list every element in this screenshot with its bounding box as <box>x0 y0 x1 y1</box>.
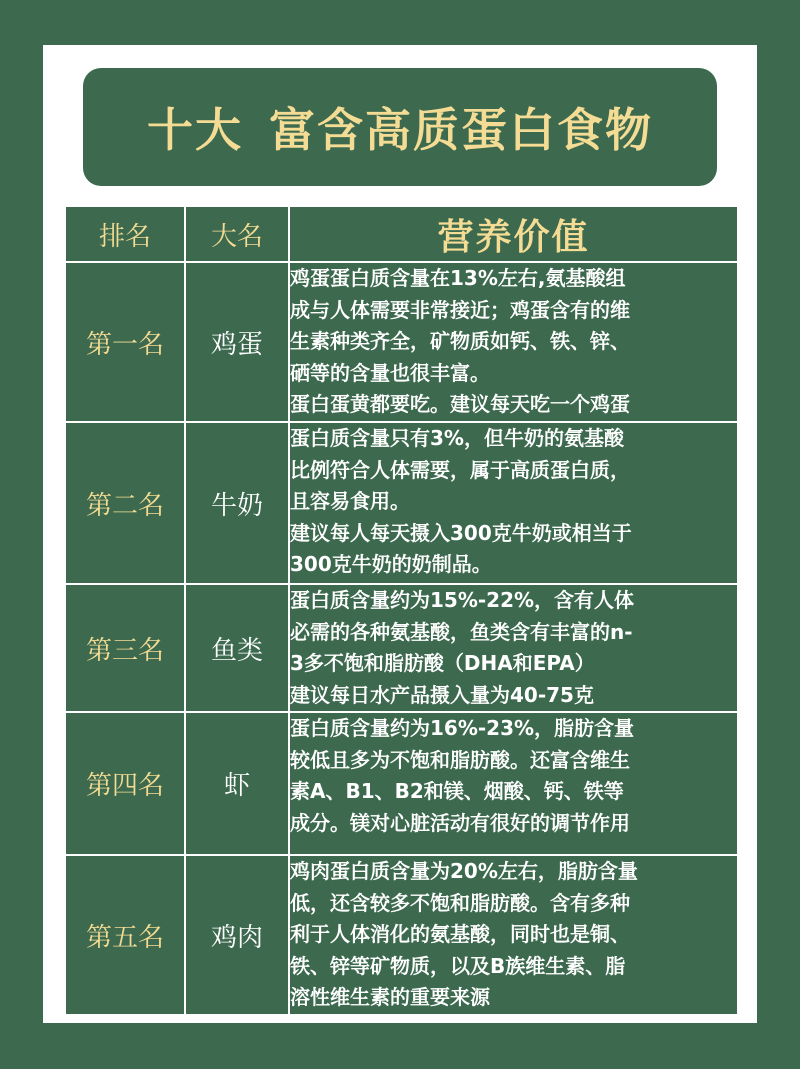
food-cell: 鸡蛋 <box>185 262 289 422</box>
table-row <box>65 855 738 1015</box>
header-value: 营养价值 <box>289 206 738 262</box>
description-line: 较低且多为不饱和脂肪酸。还富含维生 <box>290 747 630 772</box>
nutrition-table <box>64 205 739 1016</box>
table-row <box>65 584 738 712</box>
description-line: 蛋白质含量约为15%-22%，含有人体 <box>290 588 635 612</box>
description-line: 素A、B1、B2和镁、烟酸、钙、铁等 <box>290 779 624 803</box>
description-line: 低，还含较多不饱和脂肪酸。含有多种 <box>290 890 630 915</box>
header-name: 大名 <box>185 206 289 262</box>
poster-card <box>43 45 757 1023</box>
food-cell: 虾 <box>185 712 289 855</box>
table-row <box>65 422 738 584</box>
table-row <box>65 262 738 422</box>
description-line: 蛋白质含量约为16%-23%，脂肪含量 <box>290 716 635 740</box>
rank-cell: 第三名 <box>65 584 185 712</box>
table-header-row <box>65 206 738 262</box>
rank-cell: 第一名 <box>65 262 185 422</box>
food-cell: 鸡肉 <box>185 855 289 1015</box>
description-line: 蛋白质含量只有3%，但牛奶的氨基酸 <box>290 426 624 450</box>
page-title <box>147 94 653 160</box>
description-line: 蛋白蛋黄都要吃。建议每天吃一个鸡蛋 <box>290 392 630 416</box>
description-line: 鸡蛋蛋白质含量在13%左右,氨基酸组 <box>290 266 626 290</box>
food-cell: 牛奶 <box>185 422 289 584</box>
description-cell <box>289 262 738 422</box>
table-row <box>65 712 738 855</box>
description-line: 建议每人每天摄入300克牛奶或相当于 <box>290 520 632 545</box>
description-line: 溶性维生素的重要来源 <box>290 985 490 1009</box>
rank-cell: 第五名 <box>65 855 185 1015</box>
rank-cell: 第四名 <box>65 712 185 855</box>
description-line: 成与人体需要非常接近；鸡蛋含有的维 <box>290 297 630 322</box>
description-line: 铁、锌等矿物质，以及B族维生素、脂 <box>290 953 626 978</box>
description-line: 必需的各种氨基酸，鱼类含有丰富的n- <box>290 619 633 644</box>
header-rank: 排名 <box>65 206 185 262</box>
description-line: 利于人体消化的氨基酸，同时也是铜、 <box>290 922 630 946</box>
title-part-2: 富含高质蛋白食物 <box>269 103 653 157</box>
title-part-1: 十大 <box>147 103 243 157</box>
description-line: 成分。镁对心脏活动有很好的调节作用 <box>290 810 630 835</box>
title-banner <box>83 68 717 186</box>
food-cell: 鱼类 <box>185 584 289 712</box>
description-line: 生素种类齐全，矿物质如钙、铁、锌、 <box>290 329 630 353</box>
description-cell <box>289 584 738 712</box>
rank-cell: 第二名 <box>65 422 185 584</box>
description-line: 300克牛奶的奶制品。 <box>290 552 492 576</box>
description-line: 鸡肉蛋白质含量为20%左右，脂肪含量 <box>290 859 638 883</box>
description-cell <box>289 712 738 855</box>
description-cell <box>289 855 738 1015</box>
description-cell <box>289 422 738 584</box>
description-line: 3多不饱和脂肪酸（DHA和EPA） <box>290 651 595 675</box>
description-line: 比例符合人体需要，属于高质蛋白质， <box>290 457 630 482</box>
description-line: 且容易食用。 <box>290 489 410 513</box>
description-line: 硒等的含量也很丰富。 <box>290 360 490 385</box>
description-line: 建议每日水产品摄入量为40-75克 <box>290 682 594 707</box>
